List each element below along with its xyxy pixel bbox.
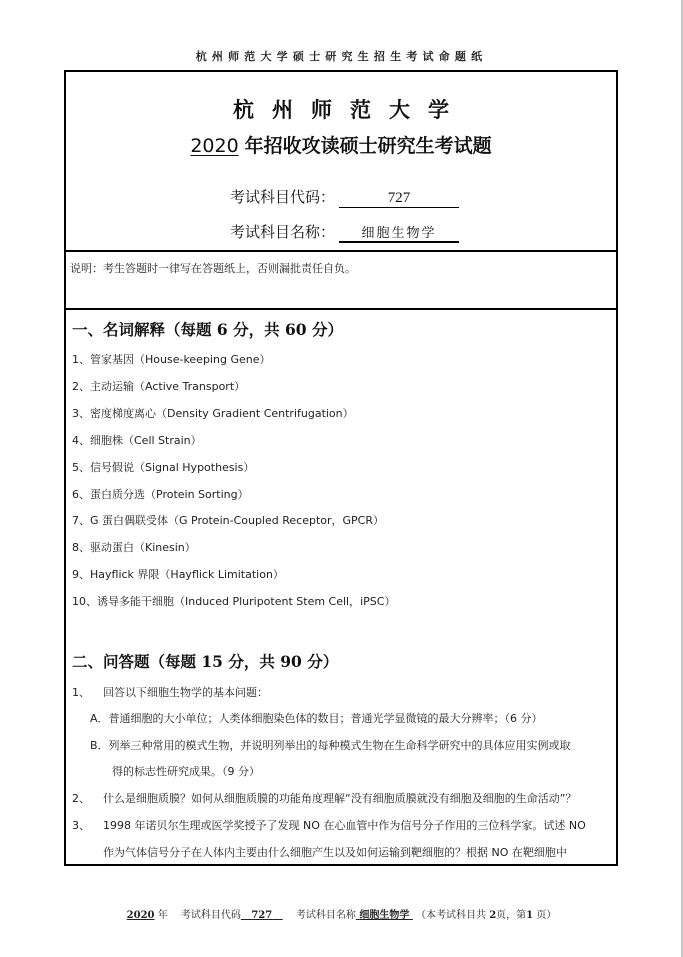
question-text: 回答以下细胞生物学的基本问题：	[103, 686, 268, 699]
page-footer	[0, 906, 683, 921]
term-item: 5、信号假说（Signal Hypothesis）	[72, 461, 255, 474]
question-1a: A．普通细胞的大小单位；人类体细胞染色体的数目；普通光学显微镜的最大分辨率；（6 分）	[90, 712, 543, 725]
term-item: 2、主动运输（Active Transport）	[72, 380, 246, 393]
footer-page-prefix: （本考试科目共	[416, 910, 487, 921]
subject-code-label: 考试科目代码：	[230, 188, 336, 206]
term-item: 3、密度梯度离心（Density Gradient Centrifugation）	[72, 407, 354, 420]
university-name: 杭州师范大学	[233, 98, 467, 122]
footer-code-text: 727	[251, 910, 273, 921]
term-item: 6、蛋白质分选（Protein Sorting）	[72, 488, 249, 501]
footer-page-mid: 页，第	[496, 910, 527, 921]
question-3	[72, 817, 586, 833]
divider	[66, 308, 616, 310]
divider	[66, 250, 616, 252]
instructions-note: 说明：考生答题时一律写在答题纸上，否则漏批责任自负。	[70, 262, 356, 275]
exam-frame	[64, 70, 618, 866]
question-number: 1、	[72, 686, 90, 699]
question-text: 什么是细胞质膜？如何从细胞质膜的功能角度理解“没有细胞质膜就没有细胞及细胞的生命活动”？	[103, 792, 577, 805]
footer-current-page: 1	[526, 910, 534, 921]
term-item: 7、G 蛋白偶联受体（G Protein-Coupled Receptor，GPCR）	[72, 514, 384, 527]
subject-name-value: 细胞生物学	[339, 222, 459, 243]
question-1	[72, 684, 268, 700]
term-item: 4、细胞株（Cell Strain）	[72, 434, 202, 447]
footer-name-label: 考试科目名称	[295, 910, 356, 921]
subject-code-row	[230, 186, 459, 208]
exam-year: 2020	[190, 135, 239, 157]
subject-name-label: 考试科目名称：	[230, 223, 336, 241]
cover-section	[66, 72, 616, 250]
exam-title-text: 年招收攻读硕士研究生考试题	[244, 135, 492, 157]
question-1b: B．列举三种常用的模式生物，并说明列举出的每种模式生物在生命科学研究中的具体应用实例或取	[90, 739, 571, 752]
footer-code-value	[241, 910, 283, 921]
question-1b-cont: 得的标志性研究成果。（9 分）	[112, 765, 260, 778]
section2-heading: 二、问答题（每题 15 分，共 90 分）	[72, 652, 339, 671]
footer-year: 2020	[126, 910, 155, 921]
footer-name-text: 细胞生物学	[359, 910, 410, 921]
section1-heading: 一、名词解释（每题 6 分，共 60 分）	[72, 320, 343, 339]
term-item: 8、驱动蛋白（Kinesin）	[72, 541, 196, 554]
footer-name-value	[356, 910, 413, 921]
term-item: 9、Hayflick 界限（Hayflick Limitation）	[72, 568, 284, 581]
question-number: 3、	[72, 819, 90, 832]
question-2	[72, 790, 576, 806]
exam-title	[66, 131, 616, 158]
term-item: 1、管家基因（House-keeping Gene）	[72, 353, 271, 366]
footer-code-label: 考试科目代码	[180, 910, 241, 921]
subject-code-value: 727	[339, 190, 459, 208]
footer-total-pages: 2	[489, 910, 497, 921]
footer-page-suffix: 页）	[536, 910, 557, 921]
term-item: 10、诱导多能干细胞（Induced Pluripotent Stem Cell，iPSC）	[72, 595, 396, 608]
page-header: 杭州师范大学硕士研究生招生考试命题纸	[195, 50, 488, 63]
subject-name-row	[230, 221, 459, 243]
question-text: 1998 年诺贝尔生理或医学奖授予了发现 NO 在心血管中作为信号分子作用的三位科学家。试述 NO	[103, 819, 586, 832]
question-3-cont: 作为气体信号分子在人体内主要由什么细胞产生以及如何运输到靶细胞的？根据 NO 在靶细胞中	[103, 846, 567, 859]
footer-year-suffix: 年	[157, 910, 168, 921]
question-number: 2、	[72, 792, 90, 805]
